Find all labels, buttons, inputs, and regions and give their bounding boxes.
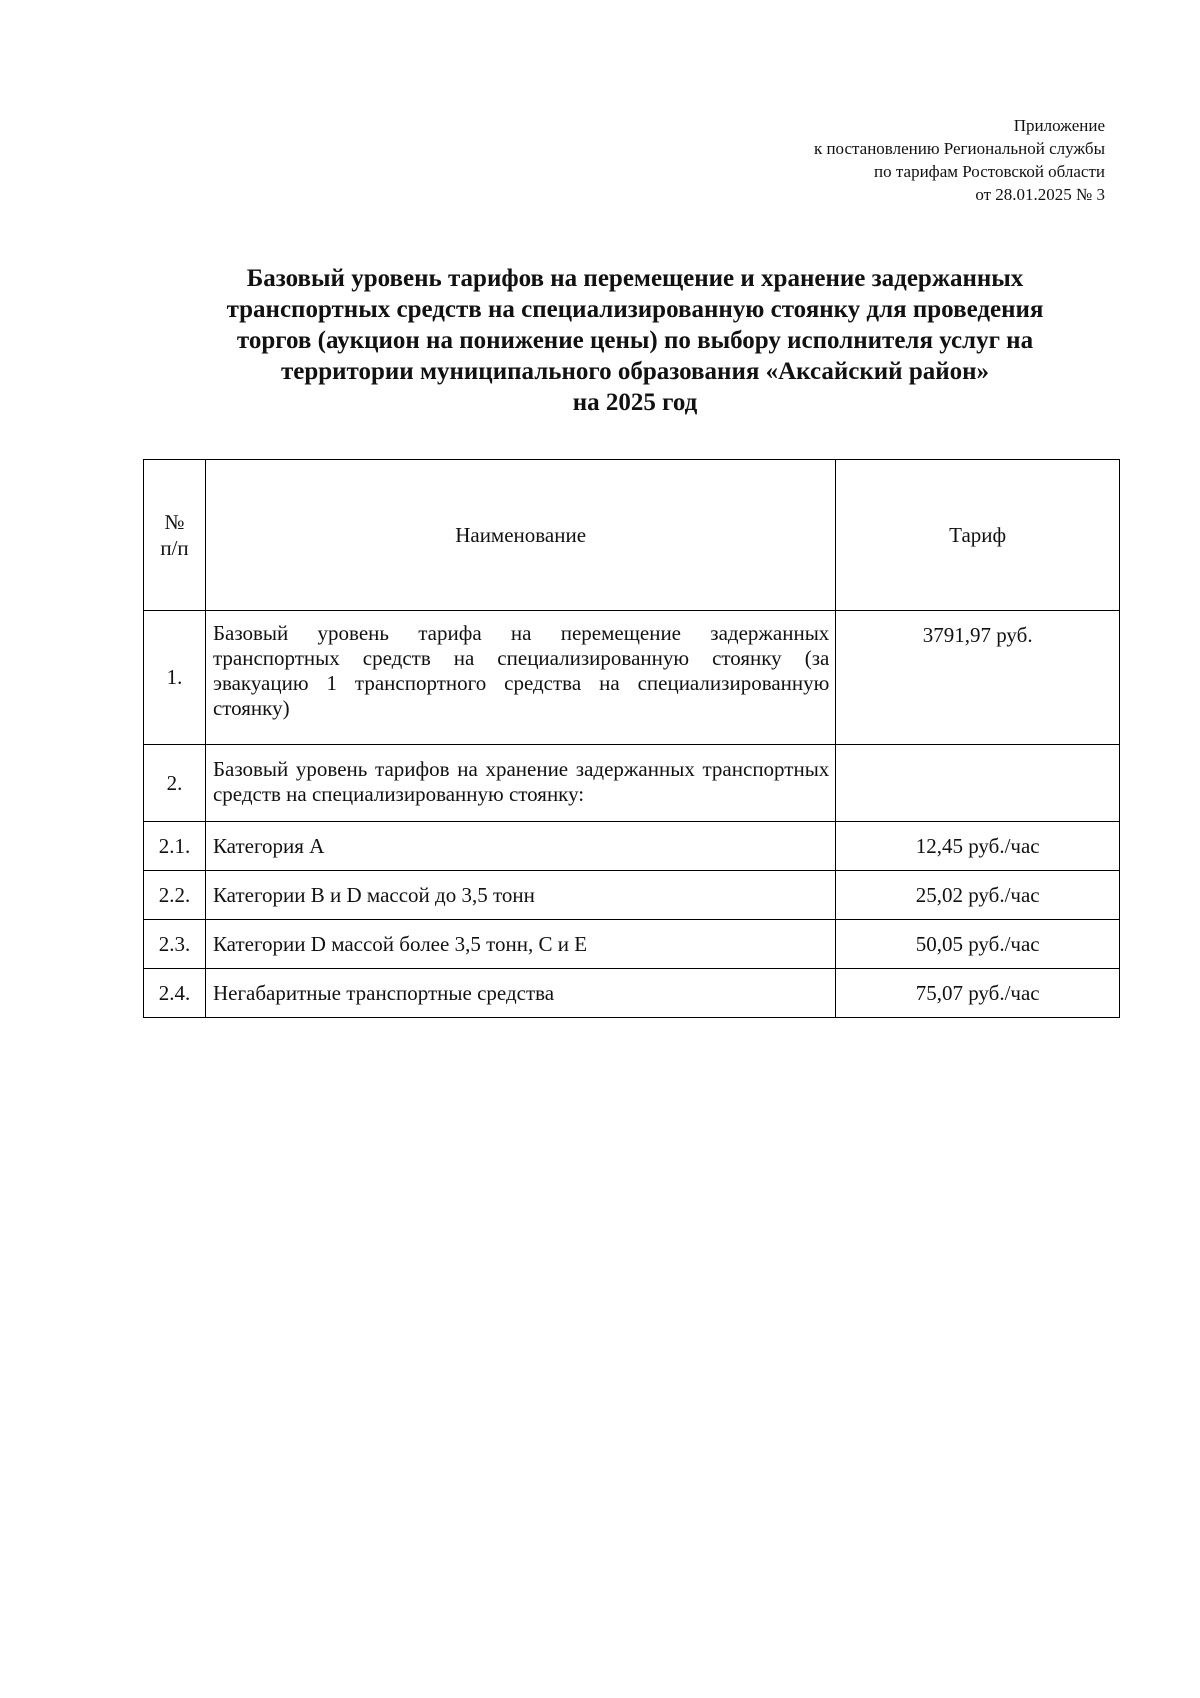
appendix-line: Приложение <box>1013 116 1105 135</box>
row-tariff <box>836 745 1120 822</box>
table-row <box>144 611 1120 745</box>
row-tariff: 12,45 руб./час <box>836 822 1120 871</box>
row-tariff: 25,02 руб./час <box>836 871 1120 920</box>
row-number: 2.1. <box>144 822 206 871</box>
tariffs-table <box>143 459 1120 1018</box>
row-name: Категории В и D массой до 3,5 тонн <box>205 871 835 920</box>
row-tariff: 3791,97 руб. <box>836 611 1120 745</box>
row-name: Базовый уровень тарифов на хранение задержанных транспортных средств на специализированную стоянку: <box>205 745 835 822</box>
row-name: Категории D массой более 3,5 тонн, С и Е <box>205 920 835 969</box>
title-line: территории муниципального образования «Аксайский район» <box>280 358 990 385</box>
table-header-row <box>144 460 1120 611</box>
row-number: 2.3. <box>144 920 206 969</box>
row-tariff: 75,07 руб./час <box>836 969 1120 1018</box>
title-line: транспортных средств на специализированную стоянку для проведения <box>226 296 1044 323</box>
row-name: Категория А <box>205 822 835 871</box>
table-row <box>144 969 1120 1018</box>
title-line: торгов (аукцион на понижение цены) по выбору исполнителя услуг на <box>236 327 1034 354</box>
row-name: Негабаритные транспортные средства <box>205 969 835 1018</box>
appendix-header <box>585 114 1105 206</box>
title-line: Базовый уровень тарифов на перемещение и хранение задержанных <box>246 265 1024 292</box>
row-number: 2.4. <box>144 969 206 1018</box>
header-number-line2: п/п <box>160 536 189 560</box>
table-row <box>144 920 1120 969</box>
row-tariff: 50,05 руб./час <box>836 920 1120 969</box>
header-tariff: Тариф <box>836 460 1120 611</box>
row-number: 1. <box>144 611 206 745</box>
appendix-line: по тарифам Ростовской области <box>874 162 1105 181</box>
row-number: 2. <box>144 745 206 822</box>
title-line: на 2025 год <box>572 389 698 416</box>
row-number: 2.2. <box>144 871 206 920</box>
table-row <box>144 871 1120 920</box>
header-number-line1: № <box>164 510 185 534</box>
header-name: Наименование <box>205 460 835 611</box>
table-row <box>144 745 1120 822</box>
header-number <box>144 460 206 611</box>
row-name: Базовый уровень тарифа на перемещение задержанных транспортных средств на специализированную стоянку (за эвакуацию 1 транспортного средства на специализированную стоянку) <box>205 611 835 745</box>
table-row <box>144 822 1120 871</box>
document-title <box>140 263 1130 418</box>
appendix-line: к постановлению Региональной службы <box>813 139 1105 158</box>
appendix-line: от 28.01.2025 № 3 <box>975 185 1105 204</box>
